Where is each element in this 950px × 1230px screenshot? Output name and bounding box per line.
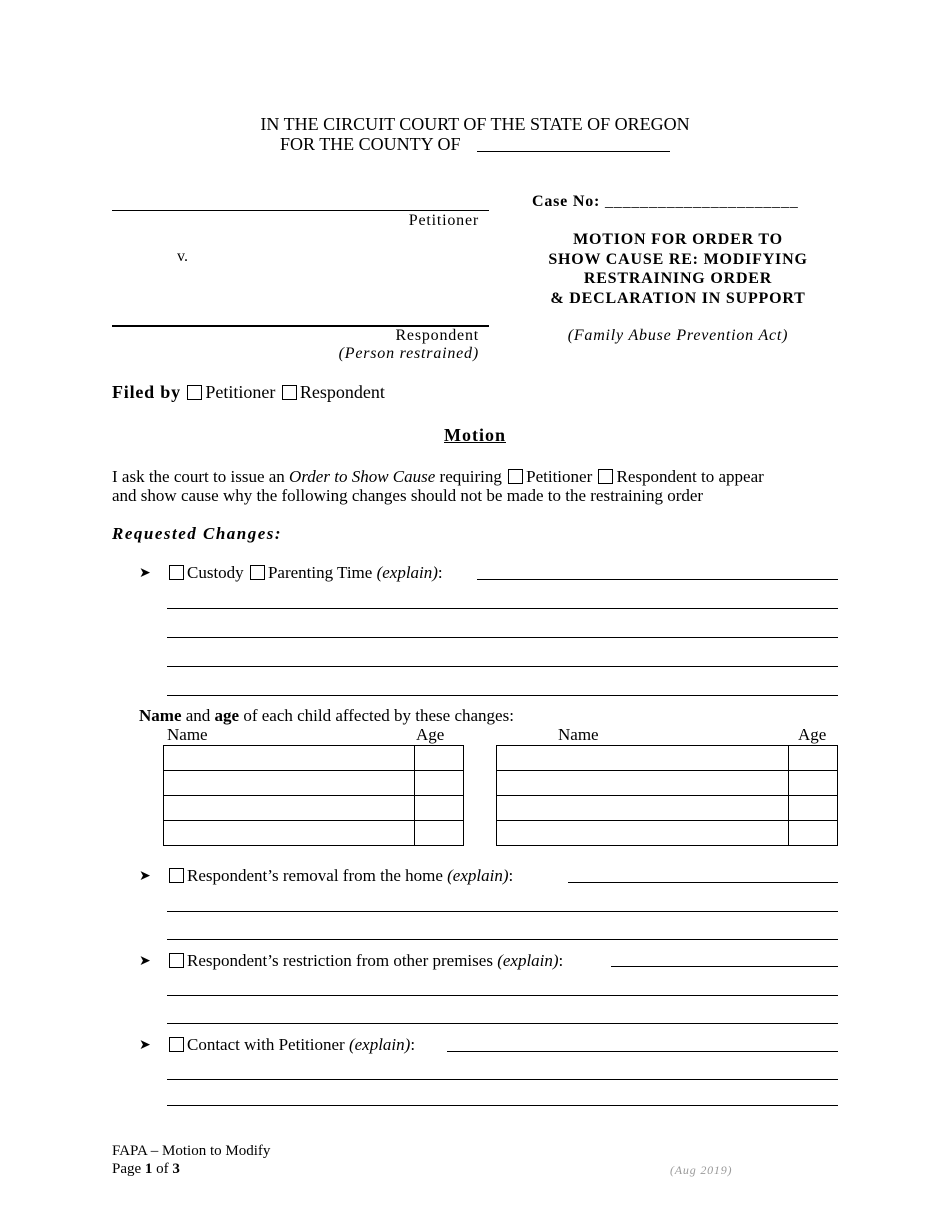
- col-name-header: Name: [558, 725, 599, 744]
- county-line: [280, 134, 461, 155]
- filed-by-respondent-label: Respondent: [299, 382, 385, 402]
- table-row: [497, 746, 838, 771]
- motion-order-title: Order to Show Cause: [289, 467, 436, 486]
- child-name-cell[interactable]: [164, 821, 415, 846]
- page-word: Page: [112, 1161, 142, 1177]
- contact-checkbox[interactable]: [169, 1037, 184, 1052]
- child-age-cell[interactable]: [789, 821, 838, 846]
- children-instruction-rest: of each child affected by these changes:: [243, 706, 514, 725]
- petitioner-label: Petitioner: [408, 212, 479, 229]
- appear-respondent-checkbox[interactable]: [598, 469, 613, 484]
- contact-explain-line[interactable]: [167, 1105, 838, 1106]
- child-age-cell[interactable]: [789, 746, 838, 771]
- appear-petitioner-checkbox[interactable]: [508, 469, 523, 484]
- motion-heading: Motion: [444, 425, 506, 445]
- children-table-left: [163, 745, 464, 846]
- case-no: [532, 193, 799, 211]
- form-title-line: RESTRAINING ORDER: [583, 270, 773, 287]
- table-row: [164, 771, 464, 796]
- motion-text: I ask the court to issue an: [112, 467, 285, 486]
- page-of: of: [156, 1161, 169, 1177]
- petitioner-name-field[interactable]: [112, 210, 489, 211]
- motion-text: requiring: [439, 467, 502, 486]
- case-no-field[interactable]: ______________________: [604, 193, 799, 210]
- appear-respondent-label: Respondent to appear: [616, 467, 764, 486]
- bullet-arrow-icon: ➤: [139, 1038, 151, 1053]
- child-name-cell[interactable]: [497, 771, 789, 796]
- contact-explain-line[interactable]: [167, 1079, 838, 1080]
- child-age-cell[interactable]: [415, 796, 464, 821]
- table-row: [164, 746, 464, 771]
- removal-explain-line[interactable]: [167, 939, 838, 940]
- col-age-header: Age: [798, 725, 827, 744]
- case-no-label: Case No:: [532, 193, 601, 210]
- table-row: [164, 796, 464, 821]
- contact-row: Contact with Petitioner (explain):: [167, 1035, 415, 1055]
- custody-explain-line[interactable]: [167, 695, 838, 696]
- restriction-label: Respondent’s restriction from other premises: [187, 951, 493, 970]
- child-age-cell[interactable]: [789, 796, 838, 821]
- table-row: [497, 796, 838, 821]
- removal-explain-line[interactable]: [167, 911, 838, 912]
- table-row: [497, 771, 838, 796]
- table-row: [164, 821, 464, 846]
- children-instruction: [139, 706, 514, 726]
- custody-explain-field[interactable]: [477, 579, 838, 580]
- bullet-arrow-icon: ➤: [139, 869, 151, 884]
- requested-changes-heading: Requested Changes:: [112, 524, 283, 543]
- removal-checkbox[interactable]: [169, 868, 184, 883]
- col-name-header: Name: [167, 725, 208, 744]
- act-name: (Family Abuse Prevention Act): [567, 327, 789, 344]
- form-title-line: MOTION FOR ORDER TO: [573, 231, 783, 248]
- filed-by-row: [112, 382, 385, 403]
- col-age-header: Age: [416, 725, 445, 744]
- explain-note: (explain): [447, 866, 509, 885]
- explain-note: (explain): [348, 1035, 411, 1054]
- table-row: [497, 821, 838, 846]
- filed-by-petitioner-label: Petitioner: [205, 382, 276, 402]
- restriction-explain-line[interactable]: [167, 1023, 838, 1024]
- filed-by-petitioner-checkbox[interactable]: [187, 385, 202, 400]
- county-field[interactable]: [477, 151, 670, 152]
- restriction-checkbox[interactable]: [169, 953, 184, 968]
- parenting-time-label: Parenting Time: [267, 563, 373, 582]
- motion-paragraph-line2: and show cause why the following changes should not be made to the restraining order: [112, 486, 704, 505]
- restriction-row: Respondent’s restriction from other premises (explain):: [167, 951, 563, 971]
- filed-by-respondent-checkbox[interactable]: [282, 385, 297, 400]
- child-name-cell[interactable]: [164, 746, 415, 771]
- page-current: 1: [144, 1161, 153, 1177]
- appear-petitioner-label: Petitioner: [526, 467, 593, 486]
- court-title: IN THE CIRCUIT COURT OF THE STATE OF OREGON: [260, 114, 690, 134]
- children-table-right: [496, 745, 838, 846]
- child-name-cell[interactable]: [164, 796, 415, 821]
- explain-note: (explain): [376, 563, 438, 582]
- removal-label: Respondent’s removal from the home: [187, 866, 443, 885]
- removal-row: Respondent’s removal from the home (explain):: [167, 866, 513, 886]
- custody-checkbox[interactable]: [169, 565, 184, 580]
- respondent-label: Respondent: [395, 327, 479, 344]
- removal-explain-field[interactable]: [568, 882, 838, 883]
- contact-label: Contact with Petitioner: [187, 1035, 345, 1054]
- page-total: 3: [172, 1161, 180, 1177]
- bullet-arrow-icon: ➤: [139, 566, 151, 581]
- county-label: FOR THE COUNTY OF: [280, 134, 461, 154]
- restriction-explain-field[interactable]: [611, 966, 838, 967]
- form-title: [508, 230, 848, 308]
- restriction-explain-line[interactable]: [167, 995, 838, 996]
- respondent-note: (Person restrained): [338, 345, 479, 362]
- motion-paragraph-line1: [112, 467, 764, 487]
- footer-page-number: [112, 1161, 180, 1178]
- versus-label: v.: [177, 248, 188, 265]
- custody-label: Custody: [187, 563, 244, 582]
- custody-explain-line[interactable]: [167, 608, 838, 609]
- child-age-cell[interactable]: [415, 746, 464, 771]
- contact-explain-field[interactable]: [447, 1051, 838, 1052]
- and-text: and: [185, 706, 211, 725]
- age-bold: age: [214, 706, 240, 725]
- bullet-arrow-icon: ➤: [139, 954, 151, 969]
- footer-form-name: FAPA – Motion to Modify: [112, 1143, 271, 1159]
- form-version: (Aug 2019): [670, 1163, 733, 1177]
- child-name-cell[interactable]: [497, 746, 789, 771]
- child-name-cell[interactable]: [497, 796, 789, 821]
- custody-row: Custody Parenting Time (explain):: [167, 563, 443, 583]
- child-name-cell[interactable]: [164, 771, 415, 796]
- parenting-time-checkbox[interactable]: [250, 565, 265, 580]
- custody-explain-line[interactable]: [167, 637, 838, 638]
- child-age-cell[interactable]: [789, 771, 838, 796]
- filed-by-label: Filed by: [112, 382, 181, 402]
- child-age-cell[interactable]: [415, 771, 464, 796]
- child-age-cell[interactable]: [415, 821, 464, 846]
- name-bold: Name: [139, 706, 182, 725]
- child-name-cell[interactable]: [497, 821, 789, 846]
- form-title-line: SHOW CAUSE RE: MODIFYING: [548, 250, 808, 268]
- custody-explain-line[interactable]: [167, 666, 838, 667]
- form-title-line: & DECLARATION IN SUPPORT: [550, 289, 806, 307]
- explain-note: (explain): [497, 951, 559, 970]
